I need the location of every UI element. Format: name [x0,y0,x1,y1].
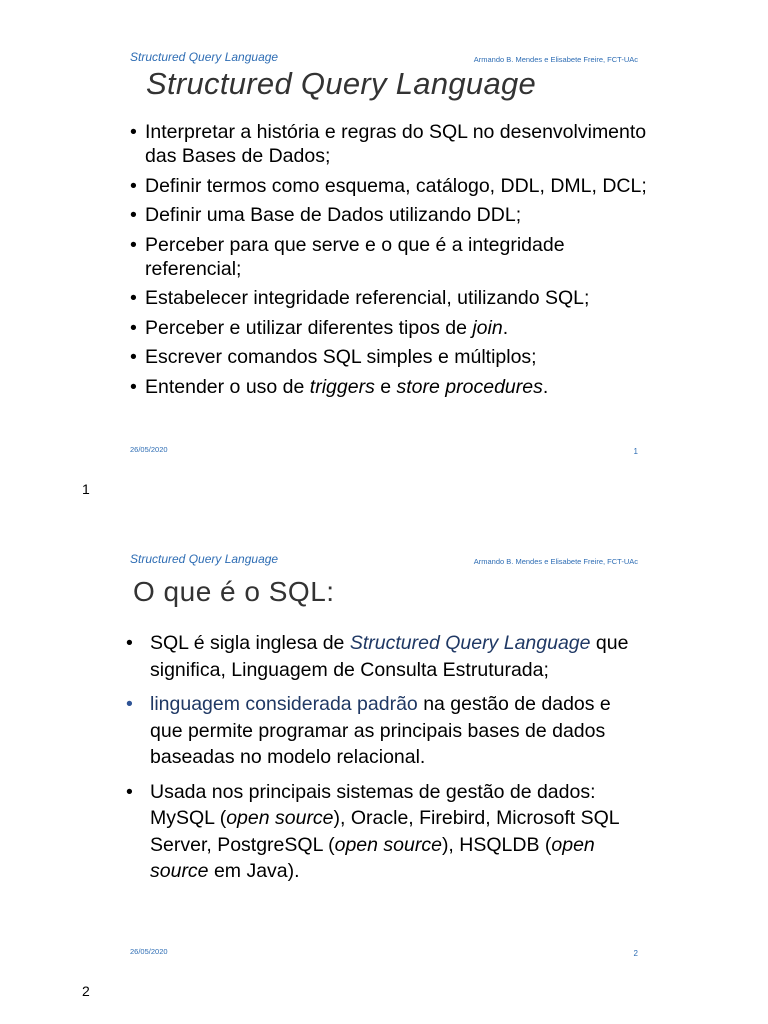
bullet-icon: • [126,632,133,654]
slide-header-authors: Armando B. Mendes e Elisabete Freire, FCT-UAc [473,55,638,64]
slide-title: O que é o SQL: [133,576,335,607]
bullet-icon: • [130,346,137,368]
bullet-icon: • [126,693,133,715]
slide-header-left: Structured Query Language [130,552,279,566]
list-item: • Perceber e utilizar diferentes tipos de join. [130,316,509,339]
bullet-icon: • [126,780,133,803]
slide-date: 26/05/2020 [130,947,168,956]
slide-2 [112,546,652,966]
slide-1 [112,44,652,464]
list-item: • linguagem considerada padrão na gestão de dados e que permite programar as principais bases de dados baseadas no modelo relacional. [126,693,611,768]
bullet-icon: • [130,121,137,143]
list-item: • Definir termos como esquema, catálogo, DDL, DML, DCL; [130,174,647,197]
bullet-icon: • [130,287,137,309]
bullet-list [126,630,636,893]
list-item: • SQL é sigla inglesa de Structured Query Language que significa, Linguagem de Consulta Estruturada; [126,632,629,681]
list-item: • Estabelecer integridade referencial, utilizando SQL; [130,287,590,309]
slide-header-left: Structured Query Language [130,50,279,64]
page-number: 1 [82,481,90,497]
list-item: • Escrever comandos SQL simples e múltiplos; [130,346,537,368]
bullet-icon: • [130,316,137,339]
page-number: 2 [82,983,90,999]
slide-number: 2 [633,949,638,958]
list-item: • Perceber para que serve e o que é a integridade referencial; [130,233,565,280]
list-item: • Definir uma Base de Dados utilizando DDL; [130,204,522,226]
bullet-icon: • [130,233,137,256]
list-item: • Interpretar a história e regras do SQL no desenvolvimento das Bases de Dados; [130,121,647,167]
bullet-list [130,120,650,404]
bullet-icon: • [130,204,137,226]
list-item: • Usada nos principais sistemas de gestão de dados: MySQL (open source), Oracle, Firebird, Microsoft SQL Server, PostgreSQL (open source), HSQLDB (open source em Java). [126,780,619,882]
list-item: • Entender o uso de triggers e store procedures. [130,375,549,398]
slide-date: 26/05/2020 [130,445,168,454]
slide-number: 1 [633,447,638,456]
slide-header-authors: Armando B. Mendes e Elisabete Freire, FCT-UAc [473,557,638,566]
slide-title: Structured Query Language [146,66,537,101]
bullet-icon: • [130,174,137,197]
bullet-icon: • [130,375,137,398]
